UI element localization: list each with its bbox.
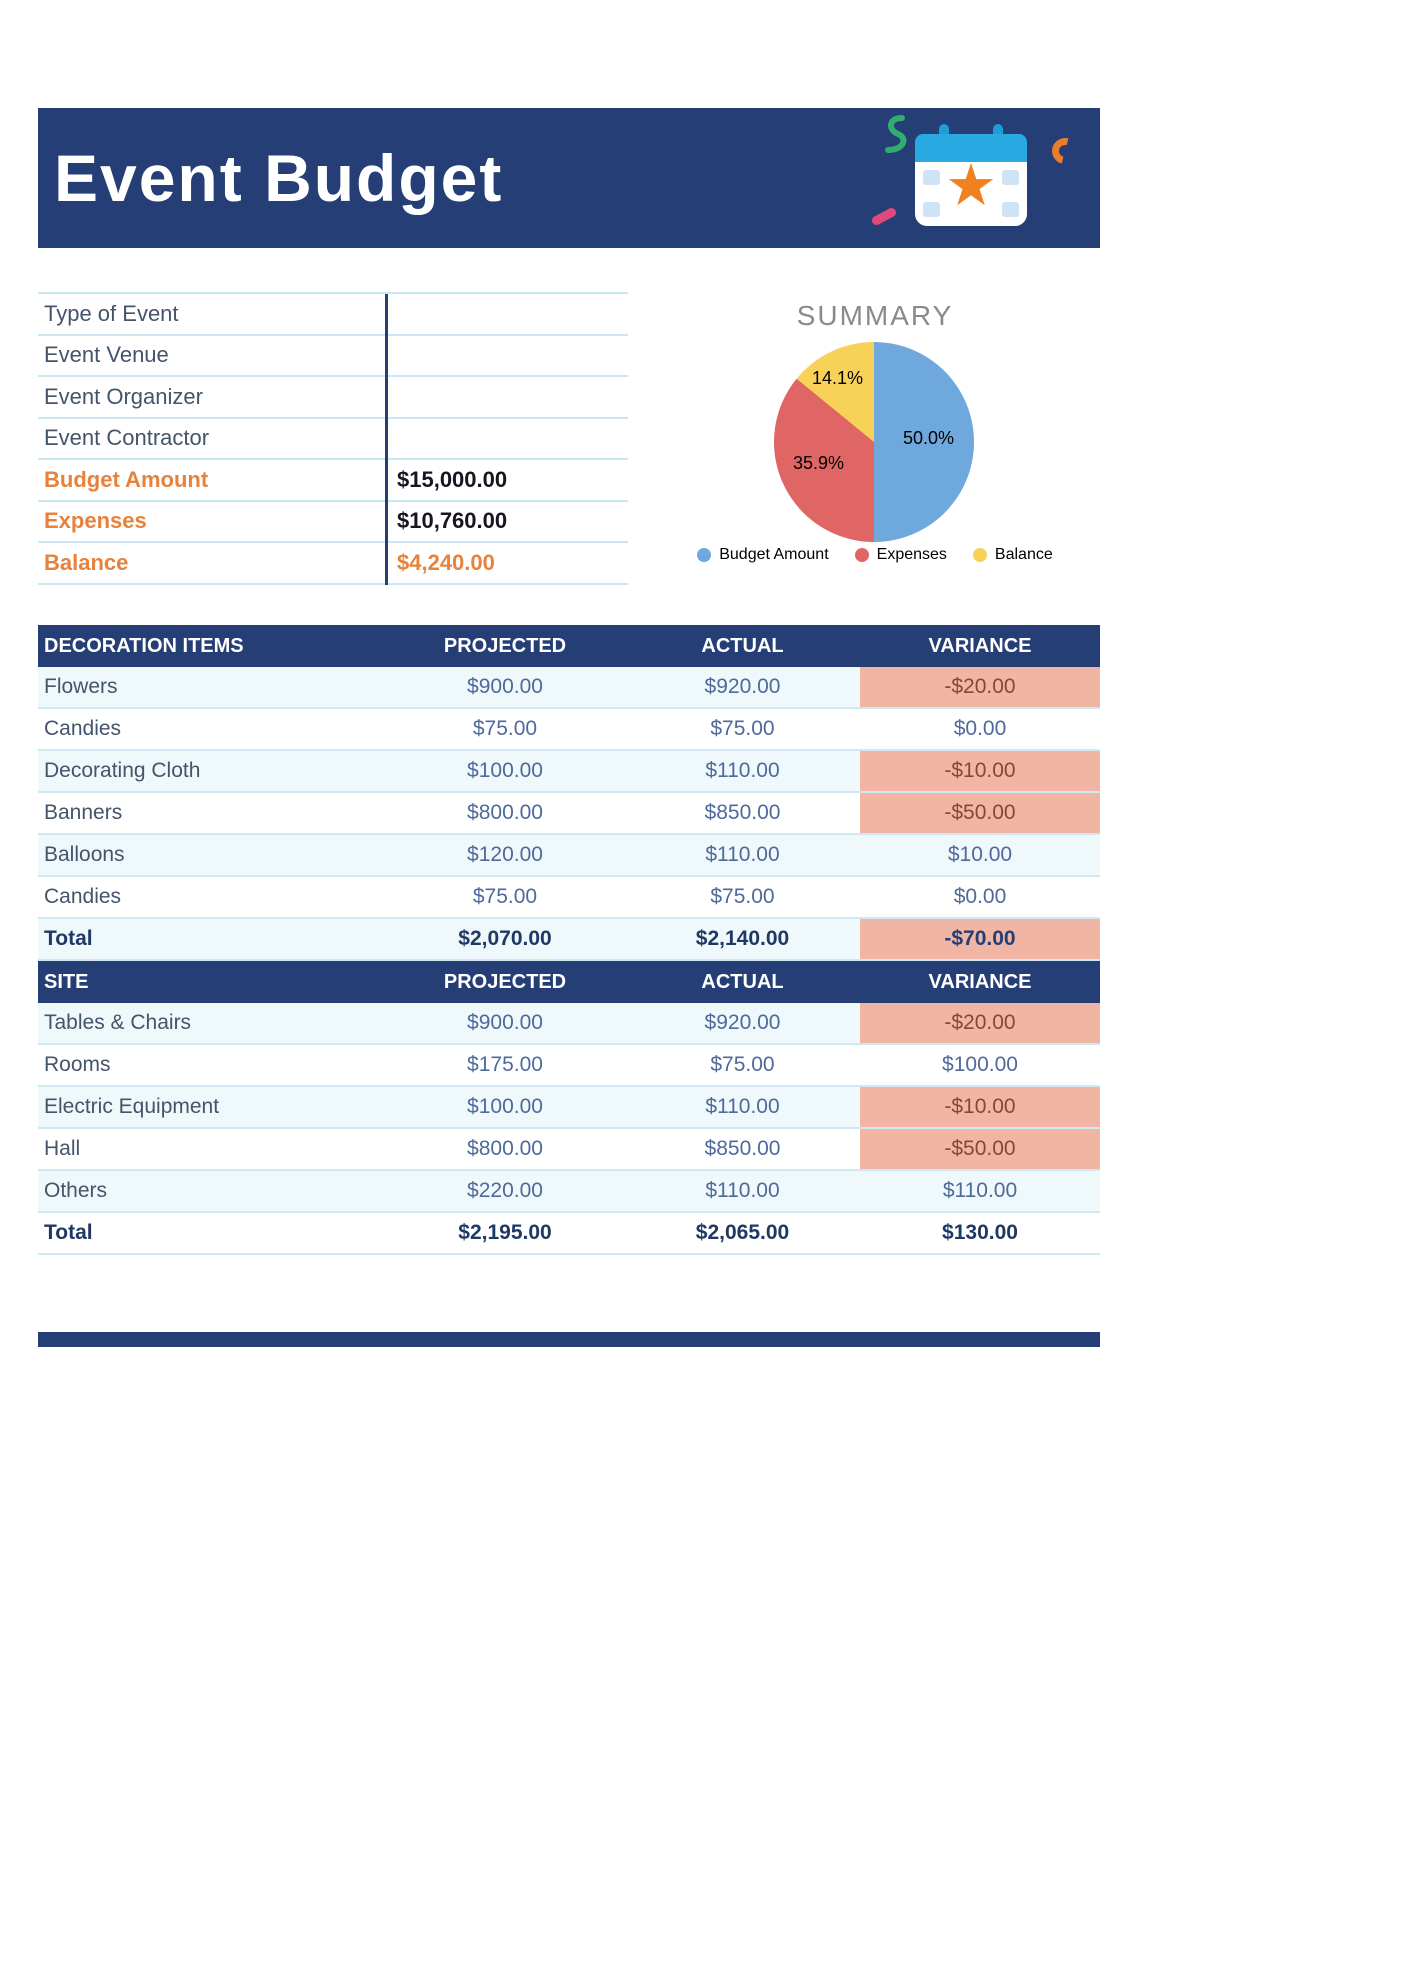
projected-cell[interactable]: $900.00 [467, 675, 543, 698]
confetti-dash-icon [870, 206, 897, 226]
actual-cell[interactable]: $920.00 [704, 1011, 781, 1034]
table-body-site [38, 1003, 1100, 1255]
actual-cell[interactable]: $75.00 [710, 717, 775, 740]
actual-cell[interactable]: $850.00 [704, 801, 781, 824]
variance-cell[interactable]: $110.00 [942, 1179, 1018, 1202]
actual-cell[interactable]: $850.00 [704, 1137, 781, 1160]
item-cell[interactable]: Balloons [44, 843, 125, 866]
legend-dot-balance-icon [973, 548, 987, 562]
variance-cell[interactable]: $10.00 [947, 843, 1013, 866]
field-label: Event Organizer [44, 383, 203, 409]
projected-cell[interactable]: $100.00 [467, 759, 543, 782]
pie-label-expenses: 35.9% [793, 453, 845, 473]
field-label: Event Contractor [44, 425, 210, 451]
variance-cell[interactable]: $0.00 [953, 717, 1007, 740]
balance-value[interactable]: $4,240.00 [397, 549, 495, 575]
budget-tables [38, 625, 1100, 1255]
table-row [38, 1087, 1100, 1129]
total-label: Total [44, 1221, 93, 1244]
actual-cell[interactable]: $110.00 [705, 843, 780, 866]
page-title: Event Budget [54, 141, 504, 215]
legend-label: Balance [994, 546, 1053, 563]
field-label: Expenses [44, 508, 147, 534]
table-row [38, 877, 1100, 919]
item-cell[interactable]: Tables & Chairs [44, 1011, 192, 1034]
table-row [38, 709, 1100, 751]
projected-cell[interactable]: $800.00 [467, 801, 543, 824]
actual-cell[interactable]: $75.00 [710, 885, 775, 908]
table-row [38, 793, 1100, 835]
item-cell[interactable]: Others [44, 1179, 108, 1202]
table-header-decoration [38, 625, 1100, 667]
actual-cell[interactable]: $920.00 [704, 675, 781, 698]
summary-section [660, 300, 1090, 600]
info-row-budget-amount [38, 460, 628, 502]
field-label: Type of Event [44, 300, 179, 326]
table-row [38, 1045, 1100, 1087]
variance-cell[interactable]: -$10.00 [860, 751, 1100, 791]
table-row [38, 751, 1100, 793]
column-header: PROJECTED [443, 634, 567, 657]
column-header: PROJECTED [443, 970, 567, 993]
field-label: Event Venue [44, 342, 169, 368]
variance-cell[interactable]: -$20.00 [860, 667, 1100, 707]
item-cell[interactable]: Candies [44, 717, 122, 740]
projected-cell[interactable]: $120.00 [467, 843, 543, 866]
item-cell[interactable]: Hall [44, 1137, 81, 1160]
item-cell[interactable]: Electric Equipment [44, 1095, 220, 1118]
table-header-site [38, 961, 1100, 1003]
confetti-squiggle-icon [878, 114, 908, 154]
legend-item-expenses [855, 546, 947, 564]
projected-cell[interactable]: $220.00 [467, 1179, 543, 1202]
column-header: VARIANCE [928, 970, 1032, 993]
variance-cell[interactable]: -$50.00 [860, 793, 1100, 833]
info-row-expenses [38, 502, 628, 544]
projected-cell[interactable]: $75.00 [472, 717, 538, 740]
info-row-type-of-event [38, 294, 628, 336]
table-row [38, 667, 1100, 709]
column-header: DECORATION ITEMS [44, 634, 244, 657]
table-row [38, 1003, 1100, 1045]
item-cell[interactable]: Decorating Cloth [44, 759, 201, 782]
item-cell[interactable]: Candies [44, 885, 122, 908]
table-row [38, 1171, 1100, 1213]
form-divider [385, 294, 388, 585]
column-header: ACTUAL [701, 970, 784, 993]
legend-dot-expenses-icon [855, 548, 869, 562]
projected-cell[interactable]: $75.00 [472, 885, 538, 908]
actual-cell[interactable]: $110.00 [705, 1179, 780, 1202]
table-row [38, 1129, 1100, 1171]
field-label: Budget Amount [44, 466, 209, 492]
legend-label: Budget Amount [719, 546, 829, 563]
budget-amount-value[interactable]: $15,000.00 [397, 466, 508, 492]
field-label: Balance [44, 549, 129, 575]
column-header: SITE [44, 970, 89, 993]
item-cell[interactable]: Flowers [44, 675, 118, 698]
calendar-icon [915, 124, 1027, 230]
projected-cell[interactable]: $800.00 [467, 1137, 543, 1160]
table-total-row [38, 919, 1100, 961]
pie-label-balance: 14.1% [812, 368, 864, 388]
item-cell[interactable]: Rooms [44, 1053, 111, 1076]
info-row-event-organizer [38, 377, 628, 419]
legend-item-budget [697, 546, 828, 564]
variance-cell[interactable]: $0.00 [953, 885, 1007, 908]
star-icon: ★ [945, 153, 997, 218]
actual-cell[interactable]: $110.00 [705, 1095, 780, 1118]
variance-cell[interactable]: -$20.00 [860, 1003, 1100, 1043]
column-header: VARIANCE [928, 634, 1032, 657]
column-header: ACTUAL [701, 634, 784, 657]
table-body-decoration [38, 667, 1100, 961]
header-banner [38, 108, 1100, 248]
actual-cell[interactable]: $110.00 [705, 759, 780, 782]
chart-legend [660, 546, 1090, 564]
confetti-arc-icon [1047, 133, 1083, 169]
projected-cell[interactable]: $175.00 [467, 1053, 543, 1076]
event-info-form [38, 292, 628, 585]
projected-total-cell[interactable]: $2,070.00 [458, 927, 552, 950]
table-row [38, 835, 1100, 877]
actual-cell[interactable]: $75.00 [710, 1053, 775, 1076]
info-row-balance [38, 543, 628, 585]
projected-cell[interactable]: $100.00 [467, 1095, 543, 1118]
item-cell[interactable]: Banners [44, 801, 123, 824]
variance-cell[interactable]: -$10.00 [860, 1087, 1100, 1127]
expenses-value[interactable]: $10,760.00 [397, 508, 508, 534]
footer-bar [38, 1332, 1100, 1347]
variance-cell[interactable]: $100.00 [942, 1053, 1018, 1076]
summary-title: SUMMARY [796, 300, 954, 331]
info-row-event-contractor [38, 419, 628, 461]
variance-cell[interactable]: -$50.00 [860, 1129, 1100, 1169]
legend-item-balance [973, 546, 1053, 564]
actual-total-cell[interactable]: $2,065.00 [695, 1221, 790, 1244]
actual-total-cell[interactable]: $2,140.00 [695, 927, 790, 950]
total-label: Total [44, 927, 93, 950]
legend-dot-budget-icon [697, 548, 711, 562]
info-row-event-venue [38, 336, 628, 378]
legend-label: Expenses [876, 546, 947, 563]
variance-total-cell[interactable]: -$70.00 [860, 919, 1100, 959]
projected-total-cell[interactable]: $2,195.00 [458, 1221, 552, 1244]
pie-label-budget: 50.0% [903, 428, 955, 448]
variance-total-cell[interactable]: $130.00 [942, 1221, 1018, 1244]
table-total-row [38, 1213, 1100, 1255]
projected-cell[interactable]: $900.00 [467, 1011, 543, 1034]
